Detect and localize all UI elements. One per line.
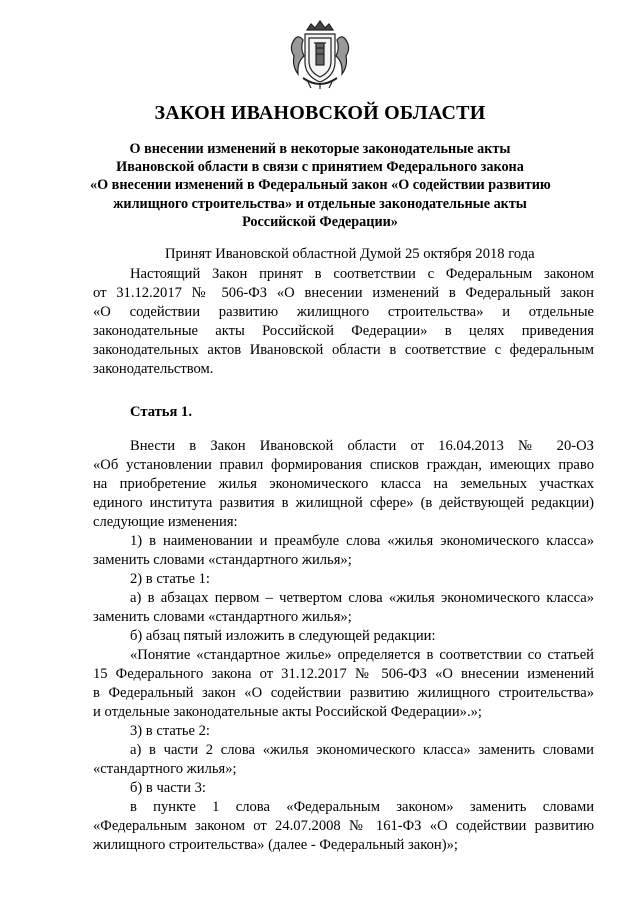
article-line: «Об установлении правил формирования списков граждан, имеющих право xyxy=(93,457,594,473)
article-line: 2) в статье 1: xyxy=(130,571,210,587)
article-line: б) в части 3: xyxy=(130,780,206,796)
preamble-line: Настоящий Закон принят в соответствии с Федеральным законом xyxy=(130,266,594,282)
article-line: «Понятие «стандартное жилье» определяется в соответствии со статьей xyxy=(130,647,594,663)
preamble-line: законодательных актов Ивановской области в соответствие с федеральным xyxy=(93,342,594,358)
article-line: единого института развития в жилищной сфере» (в действующей редакции) xyxy=(93,495,594,511)
article-line: заменить словами «стандартного жилья»; xyxy=(93,552,352,568)
article-line: в пункте 1 слова «Федеральным законом» заменить словами xyxy=(130,799,594,815)
subtitle-line: Российской Федерации» xyxy=(242,213,398,230)
law-subtitle xyxy=(90,140,550,231)
preamble-line: законодательством. xyxy=(93,361,214,377)
article-line: заменить словами «стандартного жилья»; xyxy=(93,609,352,625)
article-line: «стандартного жилья»; xyxy=(93,761,237,777)
coat-of-arms-emblem xyxy=(289,18,351,90)
article-line: в Федеральный закон «О содействии развитию жилищного строительства» xyxy=(93,685,594,701)
preamble-line: «О содействии развитию жилищного строительства» и отдельные xyxy=(93,304,594,320)
article-line: а) в части 2 слова «жилья экономического класса» заменить словами xyxy=(130,742,594,758)
article-line: Внести в Закон Ивановской области от 16.04.2013 № 20-ОЗ xyxy=(130,438,594,454)
article-line: и отдельные законодательные акты Российской Федерации».»; xyxy=(93,704,482,720)
article-heading: Статья 1. xyxy=(130,404,192,420)
article-line: на приобретение жилья экономического класса на земельных участках xyxy=(93,476,594,492)
article-line: следующие изменения: xyxy=(93,514,238,530)
subtitle-line: жилищного строительства» и отдельные законодательные акты xyxy=(113,195,527,212)
law-title: ЗАКОН ИВАНОВСКОЙ ОБЛАСТИ xyxy=(154,102,486,124)
subtitle-line: О внесении изменений в некоторые законодательные акты xyxy=(129,141,511,157)
article-line: жилищного строительства» (далее - Федеральный закон)»; xyxy=(93,837,458,853)
article-line: б) абзац пятый изложить в следующей редакции: xyxy=(130,628,436,644)
subtitle-line: Ивановской области в связи с принятием Федерального закона xyxy=(116,159,524,176)
subtitle-line: «О внесении изменений в Федеральный закон «О содействии развитию xyxy=(90,177,551,194)
preamble-line: законодательные акты Российской Федерации» в целях приведения xyxy=(93,323,594,339)
adoption-note: Принят Ивановской областной Думой 25 октября 2018 года xyxy=(165,246,535,262)
preamble-line: от 31.12.2017 № 506-ФЗ «О внесении изменений в Федеральный закон xyxy=(93,285,594,301)
article-line: 15 Федерального закона от 31.12.2017 № 506-ФЗ «О внесении изменений xyxy=(93,666,594,682)
article-line: 3) в статье 2: xyxy=(130,723,210,739)
article-line: 1) в наименовании и преамбуле слова «жилья экономического класса» xyxy=(130,533,594,549)
article-line: «Федеральным законом от 24.07.2008 № 161-ФЗ «О содействии развитию xyxy=(93,818,594,834)
article-line: а) в абзацах первом – четвертом слова «жилья экономического класса» xyxy=(130,590,594,606)
